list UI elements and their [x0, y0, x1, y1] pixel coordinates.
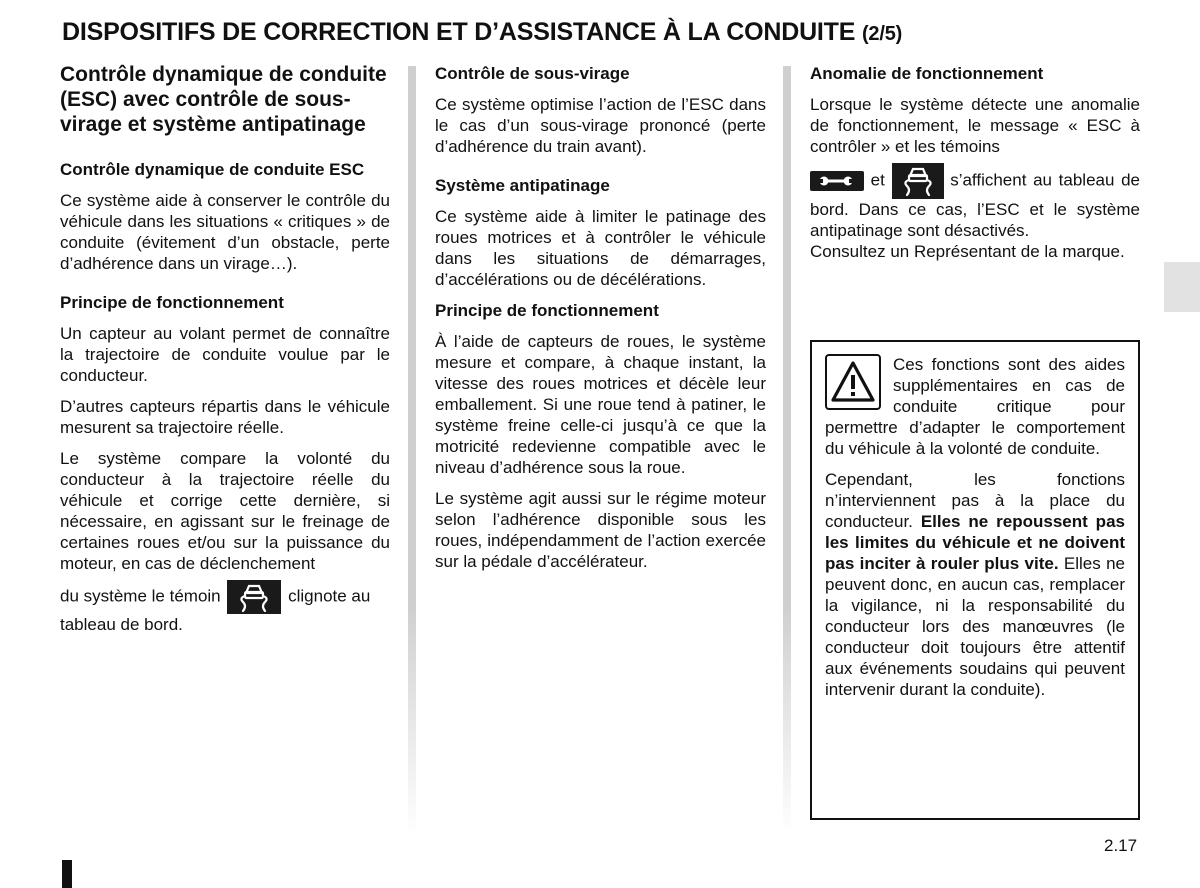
crop-mark: [62, 860, 72, 888]
subheading-principle: Principe de fonctionnement: [435, 301, 659, 320]
skid-car-warning-icon: [227, 580, 281, 614]
wrench-service-icon: [810, 171, 864, 191]
warning-emphasis: Elles ne repoussent pas les limites du véhicule et ne doivent pas inciter à rouler plus vite.: [825, 512, 1125, 573]
page-number: 2.17: [1104, 836, 1138, 855]
paragraph: Le système agit aussi sur le régime moteur selon l’adhérence disponible sous les roues, indépendamment de l’action exercée sur la pédale d’accélérateur.: [435, 489, 766, 571]
warning-box: [810, 340, 1140, 820]
paragraph: À l’aide de capteurs de roues, le système mesure et compare, à chaque instant, la vitesse des roues motrices et décèle leur emballement. Si une roue tend à patiner, le système freine celle-ci jusqu’à ce que la motricité redevienne compatible avec le niveau d’adhérence sous la roue.: [435, 332, 766, 477]
skid-car-warning-icon: [892, 163, 944, 199]
paragraph: Le système compare la volonté du conducteur à la trajectoire réelle du véhicule et corrige cette dernière, si nécessaire, en agissant sur le freinage de certaines roues et/ou sur la puissance du moteur, en cas de déclenchement: [60, 449, 390, 573]
inline-text: Cependant, les fonctions n’interviennent pas à la place du conducteur.: [825, 470, 1125, 531]
paragraph: Lorsque le système détecte une anomalie de fonctionnement, le message « ESC à contrôler » et les témoins: [810, 95, 1140, 156]
page-title: [62, 18, 1162, 47]
title-text: DISPOSITIFS DE CORRECTION ET D’ASSISTANCE À LA CONDUITE: [62, 18, 856, 46]
subheading-traction: Système antipatinage: [435, 176, 610, 195]
warning-paragraph: Ces fonctions sont des aides supplémentaires en cas de conduite critique pour permettre d’adapter le comportement du véhicule à la volonté de conduite.: [825, 355, 1125, 458]
inline-text: Elles ne peuvent donc, en aucun cas, remplacer la vigilance, ni la responsabilité du conducteur lors des manœuvres (le conducteur doit toujours être attentif aux événements soudains qui peuvent intervenir durant la conduite).: [825, 554, 1125, 699]
inline-text: et: [870, 170, 885, 190]
subheading-principle: Principe de fonctionnement: [60, 293, 284, 312]
column-1: [60, 62, 390, 635]
subheading-understeer: Contrôle de sous-virage: [435, 64, 630, 83]
column-separator: [408, 66, 416, 836]
column-3: [810, 63, 1140, 272]
inline-text: clignote au tableau de bord.: [60, 586, 371, 634]
subheading-esc: Contrôle dynamique de conduite ESC: [60, 160, 365, 179]
paragraph: D’autres capteurs répartis dans le véhicule mesurent sa trajectoire réelle.: [60, 397, 390, 437]
inline-text: du système le témoin: [60, 586, 221, 606]
subheading-malfunction: Anomalie de fonctionnement: [810, 64, 1044, 83]
paragraph: Un capteur au volant permet de connaître la trajectoire de conduite voulue par le conducteur.: [60, 324, 390, 385]
chapter-tab: [1164, 262, 1200, 312]
warning-paragraph: [825, 469, 1125, 700]
paragraph: Ce système aide à conserver le contrôle du véhicule dans les situations « critiques » de conduite (évitement d’un obstacle, perte d’adhérence dans un virage…).: [60, 191, 390, 273]
inline-text: s’affichent au tableau de bord. Dans ce cas, l’ESC et le système antipatinage sont désactivés.: [810, 170, 1141, 240]
title-part: (2/5): [861, 23, 903, 45]
section-heading: Contrôle dynamique de conduite (ESC) avec contrôle de sous-virage et système antipatinage: [60, 63, 387, 136]
column-separator: [783, 66, 791, 836]
warning-triangle-icon: [825, 354, 881, 410]
paragraph: [810, 163, 1140, 241]
paragraph: Ce système aide à limiter le patinage des roues motrices et à contrôler le véhicule dans les situations de démarrages, d’accélérations ou de décélérations.: [435, 207, 766, 289]
paragraph: Ce système optimise l’action de l’ESC dans le cas d’un sous-virage prononcé (perte d’adhérence du train avant).: [435, 95, 766, 156]
paragraph: Consultez un Représentant de la marque.: [810, 242, 1125, 261]
paragraph: [60, 580, 390, 635]
column-2: [435, 63, 766, 582]
